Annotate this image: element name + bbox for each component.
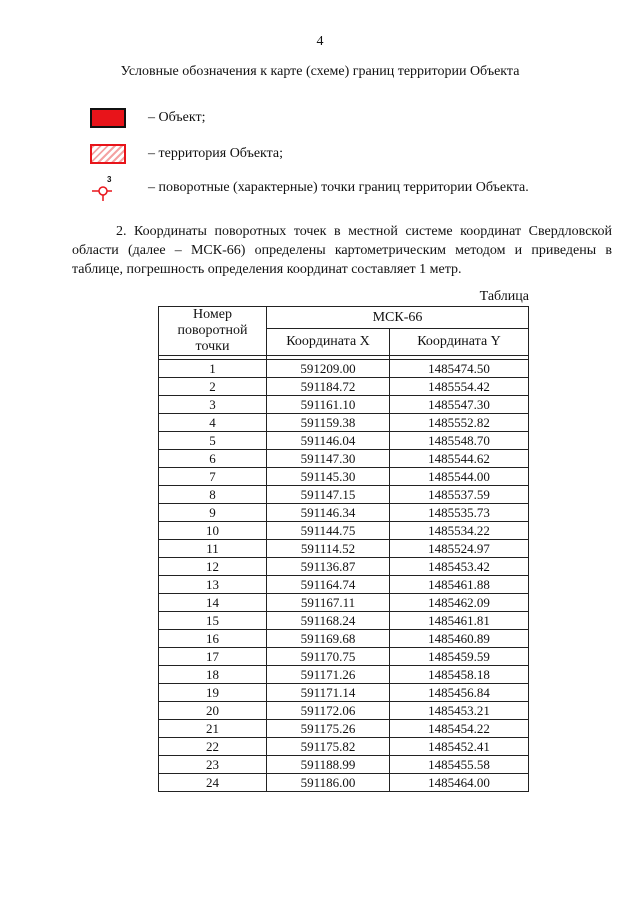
object-icon xyxy=(90,106,130,130)
cell-coordinate-x: 591184.72 xyxy=(267,378,390,396)
turning-point-icon xyxy=(90,176,130,200)
legend-label-object: – Объект; xyxy=(148,110,206,125)
table-row xyxy=(159,504,529,522)
cell-coordinate-y: 1485458.18 xyxy=(390,666,529,684)
table-row xyxy=(159,684,529,702)
cell-point-number: 14 xyxy=(159,594,267,612)
table-row xyxy=(159,522,529,540)
cell-coordinate-y: 1485453.21 xyxy=(390,702,529,720)
table-row xyxy=(159,576,529,594)
page-number: 4 xyxy=(316,34,324,49)
table-row xyxy=(159,774,529,792)
cell-point-number: 9 xyxy=(159,504,267,522)
cell-coordinate-x: 591146.34 xyxy=(267,504,390,522)
table-row xyxy=(159,378,529,396)
cell-coordinate-y: 1485544.62 xyxy=(390,450,529,468)
cell-point-number: 13 xyxy=(159,576,267,594)
cell-point-number: 24 xyxy=(159,774,267,792)
cell-point-number: 6 xyxy=(159,450,267,468)
table-body xyxy=(159,360,529,792)
cell-point-number: 7 xyxy=(159,468,267,486)
cell-point-number: 22 xyxy=(159,738,267,756)
cell-coordinate-x: 591186.00 xyxy=(267,774,390,792)
cell-coordinate-y: 1485534.22 xyxy=(390,522,529,540)
table-row xyxy=(159,594,529,612)
table-row xyxy=(159,486,529,504)
paragraph-text: 2. Координаты поворотных точек в местной системе координат Свердловской области (далее – МСК-66) определены картометрическим методом и приведены в таблице, погрешность определения координат составляет 1 метр. xyxy=(72,224,612,277)
header-coordinate-x: Координата X xyxy=(267,329,390,356)
table-row xyxy=(159,450,529,468)
legend-item-territory xyxy=(90,142,283,166)
header-coordinate-y: Координата Y xyxy=(390,329,529,356)
cell-coordinate-y: 1485461.88 xyxy=(390,576,529,594)
cell-coordinate-x: 591146.04 xyxy=(267,432,390,450)
cell-coordinate-y: 1485474.50 xyxy=(390,360,529,378)
cell-coordinate-y: 1485464.00 xyxy=(390,774,529,792)
cell-coordinate-x: 591188.99 xyxy=(267,756,390,774)
turning-point-marker-number: 3 xyxy=(107,175,112,184)
cell-coordinate-y: 1485547.30 xyxy=(390,396,529,414)
cell-point-number: 1 xyxy=(159,360,267,378)
cell-point-number: 17 xyxy=(159,648,267,666)
cell-coordinate-y: 1485454.22 xyxy=(390,720,529,738)
cell-coordinate-x: 591159.38 xyxy=(267,414,390,432)
cell-coordinate-y: 1485548.70 xyxy=(390,432,529,450)
cell-point-number: 19 xyxy=(159,684,267,702)
table-row xyxy=(159,558,529,576)
cell-coordinate-y: 1485462.09 xyxy=(390,594,529,612)
cell-coordinate-x: 591175.26 xyxy=(267,720,390,738)
coordinates-paragraph xyxy=(72,222,612,279)
cell-coordinate-y: 1485552.82 xyxy=(390,414,529,432)
cell-point-number: 11 xyxy=(159,540,267,558)
table-row xyxy=(159,702,529,720)
legend-item-turning-point xyxy=(90,176,529,200)
cell-coordinate-y: 1485524.97 xyxy=(390,540,529,558)
table-row xyxy=(159,648,529,666)
cell-coordinate-y: 1485460.89 xyxy=(390,630,529,648)
table-row xyxy=(159,612,529,630)
territory-icon xyxy=(90,142,130,166)
legend-title: Условные обозначения к карте (схеме) границ территории Объекта xyxy=(120,64,520,79)
cell-coordinate-y: 1485459.59 xyxy=(390,648,529,666)
coordinates-table xyxy=(158,306,529,792)
cell-point-number: 16 xyxy=(159,630,267,648)
cell-point-number: 20 xyxy=(159,702,267,720)
cell-coordinate-y: 1485456.84 xyxy=(390,684,529,702)
cell-coordinate-x: 591144.75 xyxy=(267,522,390,540)
header-point-number: Номер поворотной точки xyxy=(159,307,267,356)
header-coordinate-system: МСК-66 xyxy=(267,307,529,329)
legend-item-object xyxy=(90,106,205,130)
cell-coordinate-y: 1485537.59 xyxy=(390,486,529,504)
cell-point-number: 12 xyxy=(159,558,267,576)
table-row xyxy=(159,540,529,558)
table-row xyxy=(159,738,529,756)
table-row xyxy=(159,360,529,378)
cell-point-number: 21 xyxy=(159,720,267,738)
cell-coordinate-x: 591145.30 xyxy=(267,468,390,486)
cell-point-number: 23 xyxy=(159,756,267,774)
cell-coordinate-y: 1485453.42 xyxy=(390,558,529,576)
legend-label-turning-point: – поворотные (характерные) точки границ территории Объекта. xyxy=(148,180,529,195)
cell-coordinate-y: 1485535.73 xyxy=(390,504,529,522)
cell-point-number: 5 xyxy=(159,432,267,450)
table-row xyxy=(159,414,529,432)
table-row xyxy=(159,432,529,450)
cell-point-number: 18 xyxy=(159,666,267,684)
cell-point-number: 8 xyxy=(159,486,267,504)
cell-coordinate-x: 591167.11 xyxy=(267,594,390,612)
cell-coordinate-x: 591164.74 xyxy=(267,576,390,594)
table-row xyxy=(159,756,529,774)
cell-coordinate-x: 591147.15 xyxy=(267,486,390,504)
cell-point-number: 3 xyxy=(159,396,267,414)
cell-coordinate-x: 591172.06 xyxy=(267,702,390,720)
table-row xyxy=(159,396,529,414)
cell-coordinate-x: 591161.10 xyxy=(267,396,390,414)
cell-point-number: 10 xyxy=(159,522,267,540)
cell-coordinate-x: 591175.82 xyxy=(267,738,390,756)
cell-coordinate-y: 1485544.00 xyxy=(390,468,529,486)
cell-coordinate-y: 1485455.58 xyxy=(390,756,529,774)
cell-coordinate-x: 591209.00 xyxy=(267,360,390,378)
cell-coordinate-y: 1485554.42 xyxy=(390,378,529,396)
cell-coordinate-x: 591171.14 xyxy=(267,684,390,702)
cell-coordinate-x: 591147.30 xyxy=(267,450,390,468)
cell-coordinate-x: 591171.26 xyxy=(267,666,390,684)
table-row xyxy=(159,468,529,486)
table-row xyxy=(159,666,529,684)
cell-coordinate-x: 591170.75 xyxy=(267,648,390,666)
cell-coordinate-y: 1485461.81 xyxy=(390,612,529,630)
cell-coordinate-x: 591114.52 xyxy=(267,540,390,558)
cell-coordinate-x: 591136.87 xyxy=(267,558,390,576)
cell-coordinate-x: 591168.24 xyxy=(267,612,390,630)
table-caption: Таблица xyxy=(479,289,529,304)
cell-point-number: 2 xyxy=(159,378,267,396)
cell-coordinate-x: 591169.68 xyxy=(267,630,390,648)
cell-coordinate-y: 1485452.41 xyxy=(390,738,529,756)
cell-point-number: 15 xyxy=(159,612,267,630)
cell-point-number: 4 xyxy=(159,414,267,432)
table-row xyxy=(159,630,529,648)
table-row xyxy=(159,720,529,738)
legend-label-territory: – территория Объекта; xyxy=(148,146,284,161)
